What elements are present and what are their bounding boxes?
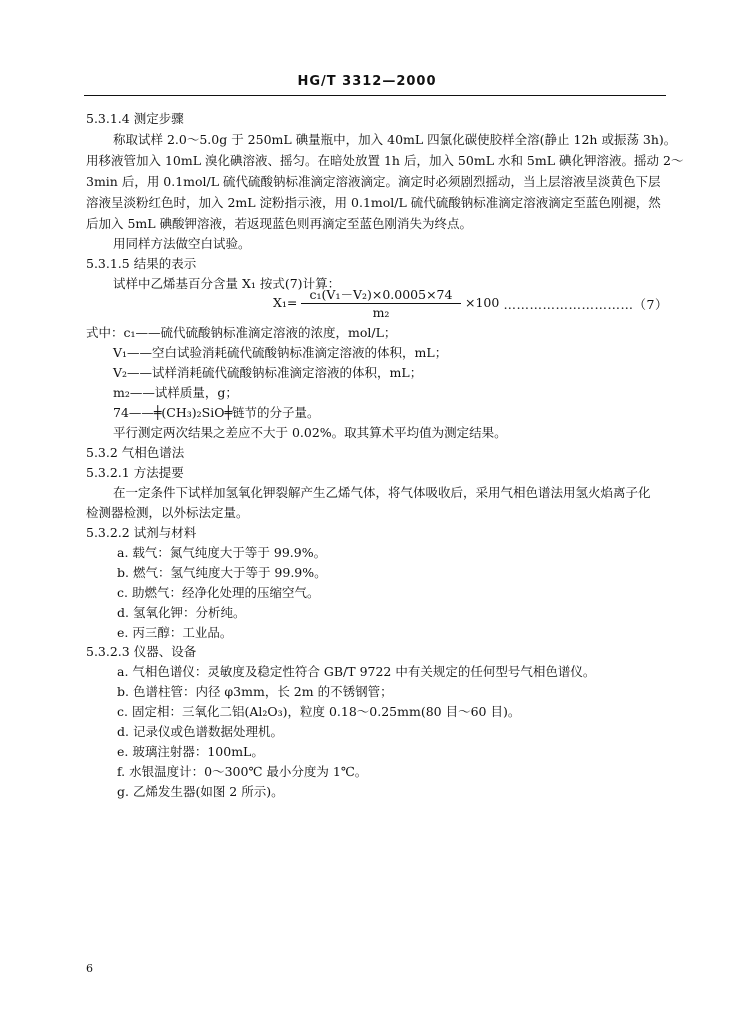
paragraph-line: 在一定条件下试样加氢氧化钾裂解产生乙烯气体，将气体吸收后，采用气相色谱法用氢火焰离子化 <box>113 485 651 500</box>
list-item: b. 燃气：氢气纯度大于等于 99.9%。 <box>117 565 327 580</box>
list-item: e. 玻璃注射器：100mL。 <box>117 744 264 759</box>
paragraph-line: 用同样方法做空白试验。 <box>113 236 251 251</box>
equation-7 <box>273 287 668 321</box>
paragraph-line: 后加入 5mL 碘酸钾溶液，若返现蓝色则再滴定至蓝色刚消失为终点。 <box>86 216 473 231</box>
list-item: b. 色谱柱管：内径 φ3mm，长 2m 的不锈钢管； <box>117 684 393 699</box>
subsection-heading: 5.3.2.2 试剂与材料 <box>86 525 197 540</box>
variable-definition: V₁——空白试验消耗硫代硫酸钠标准滴定溶液的体积，mL； <box>113 345 448 360</box>
equation-denominator: m₂ <box>372 305 390 320</box>
section-heading: 5.3.2 气相色谱法 <box>86 445 185 460</box>
subsection-heading: 5.3.2.1 方法提要 <box>86 465 184 480</box>
equation-tail: ×100 <box>465 295 500 310</box>
list-item: a. 载气：氮气纯度大于等于 99.9%。 <box>117 545 327 560</box>
variable-definition: 74——╪(CH₃)₂SiO╪链节的分子量。 <box>113 405 320 420</box>
list-item: d. 记录仪或色谱数据处理机。 <box>117 724 283 739</box>
equation-numerator: c₁(V₁－V₂)×0.0005×74 <box>309 287 453 302</box>
list-item: f. 水银温度计：0～300℃ 最小分度为 1℃。 <box>117 764 368 779</box>
equation-lhs: X₁= <box>273 295 298 310</box>
list-item: d. 氢氧化钾：分析纯。 <box>117 605 246 620</box>
list-item: c. 固定相：三氧化二铝(Al₂O₃)，粒度 0.18～0.25mm(80 目～60 目)。 <box>117 704 521 719</box>
list-item: c. 助燃气：经净化处理的压缩空气。 <box>117 585 320 600</box>
header-rule <box>84 95 666 96</box>
fraction-bar <box>301 303 461 304</box>
paragraph-line: 试样中乙烯基百分含量 X₁ 按式(7)计算： <box>113 276 341 291</box>
variable-definition: V₂——试样消耗硫代硫酸钠标准滴定溶液的体积，mL； <box>113 365 423 380</box>
list-item: e. 丙三醇：工业品。 <box>117 625 233 640</box>
standard-code-header: HG/T 3312—2000 <box>297 74 437 89</box>
paragraph-line: 检测器检测，以外标法定量。 <box>86 505 249 520</box>
subsection-heading: 5.3.2.3 仪器、设备 <box>86 644 197 659</box>
paragraph-line: 3min 后，用 0.1mol/L 硫代硫酸钠标准滴定溶液滴定。滴定时必须剧烈摇动，当上层溶液呈淡黄色下层 <box>86 174 661 189</box>
list-item: g. 乙烯发生器(如图 2 所示)。 <box>117 784 284 799</box>
variable-definition: m₂——试样质量，g； <box>113 385 238 400</box>
page-number: 6 <box>86 962 93 975</box>
section-heading: 5.3.1.5 结果的表示 <box>86 256 197 271</box>
variable-definition: 式中：c₁——硫代硫酸钠标准滴定溶液的浓度，mol/L； <box>86 325 397 340</box>
equation-fraction <box>301 287 461 320</box>
list-item: a. 气相色谱仪：灵敏度及稳定性符合 GB/T 9722 中有关规定的任何型号气相色谱仪。 <box>117 664 596 679</box>
paragraph-line: 平行测定两次结果之差应不大于 0.02%。取其算术平均值为测定结果。 <box>113 425 507 440</box>
paragraph-line: 溶液呈淡粉红色时，加入 2mL 淀粉指示液，用 0.1mol/L 硫代硫酸钠标准滴定溶液滴定至蓝色刚褪，然 <box>86 195 661 210</box>
section-heading: 5.3.1.4 测定步骤 <box>86 111 184 126</box>
paragraph-line: 用移液管加入 10mL 溴化碘溶液、摇匀。在暗处放置 1h 后，加入 50mL 水和 5mL 碘化钾溶液。摇动 2～ <box>86 153 684 168</box>
paragraph-line: 称取试样 2.0～5.0g 于 250mL 碘量瓶中，加入 40mL 四氯化碳使胶样全溶(静止 12h 或振荡 3h)。 <box>113 132 677 147</box>
equation-number: …………………………（7） <box>503 297 668 312</box>
